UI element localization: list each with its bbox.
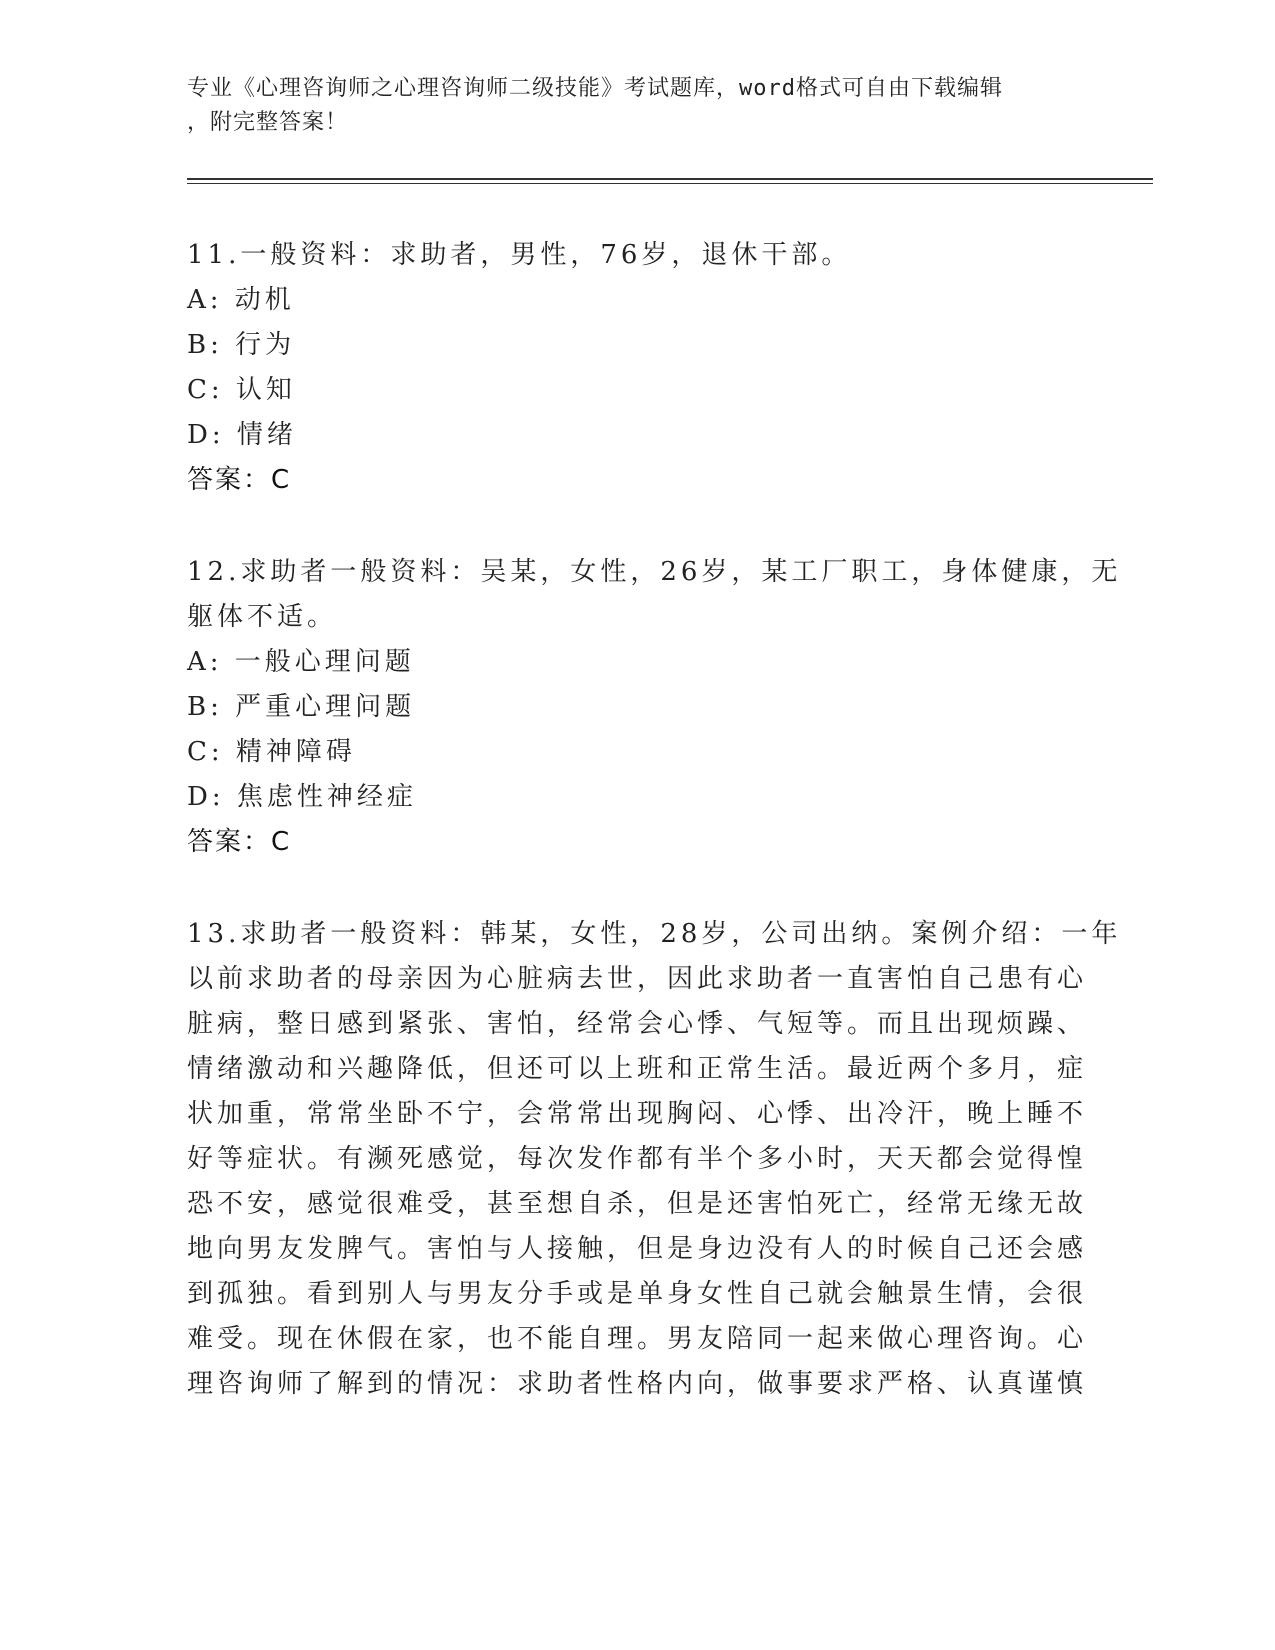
answer-label: 答案：C: [187, 827, 292, 857]
option-d: D: 情绪: [187, 420, 297, 450]
header-line-2: ，附完整答案！: [187, 110, 349, 135]
question-12: [187, 550, 1122, 865]
question-stem-line: 情绪激动和兴趣降低，但还可以上班和正常生活。最近两个多月，症: [187, 1054, 1088, 1084]
option-a: A: 动机: [187, 285, 295, 315]
header-line-1: 专业《心理咨询师之心理咨询师二级技能》考试题库，word格式可自由下载编辑: [187, 76, 1003, 101]
question-stem-line: 11.一般资料：求助者，男性，76岁，退休干部。: [187, 240, 852, 270]
question-stem-line: 恐不安，感觉很难受，甚至想自杀，但是还害怕死亡，经常无缘无故: [187, 1189, 1088, 1219]
option-a: A: 一般心理问题: [187, 647, 415, 677]
option-c: C: 认知: [187, 375, 296, 405]
question-stem-line: 13.求助者一般资料：韩某，女性，28岁，公司出纳。案例介绍：一年: [187, 919, 1122, 949]
header-divider-thin: [187, 183, 1153, 184]
question-stem-line: 地向男友发脾气。害怕与人接触，但是身边没有人的时候自己还会感: [187, 1234, 1088, 1264]
option-b: B: 严重心理问题: [187, 692, 416, 722]
question-stem-line: 理咨询师了解到的情况：求助者性格内向，做事要求严格、认真谨慎: [187, 1369, 1088, 1399]
option-c: C: 精神障碍: [187, 737, 356, 767]
option-d: D: 焦虑性神经症: [187, 782, 417, 812]
question-13: [187, 912, 1122, 1407]
question-stem-line: 躯体不适。: [187, 602, 338, 632]
question-stem-line: 好等症状。有濒死感觉，每次发作都有半个多小时，天天都会觉得惶: [187, 1144, 1088, 1174]
question-stem-line: 脏病，整日感到紧张、害怕，经常会心悸、气短等。而且出现烦躁、: [187, 1009, 1088, 1039]
document-header: [187, 72, 1067, 140]
header-divider-thick: [187, 178, 1153, 180]
option-b: B: 行为: [187, 330, 296, 360]
question-stem-line: 难受。现在休假在家，也不能自理。男友陪同一起来做心理咨询。心: [187, 1324, 1088, 1354]
question-stem-line: 到孤独。看到别人与男友分手或是单身女性自己就会触景生情，会很: [187, 1279, 1088, 1309]
question-stem-line: 状加重，常常坐卧不宁，会常常出现胸闷、心悸、出冷汗，晚上睡不: [187, 1099, 1088, 1129]
question-11: [187, 233, 1087, 503]
question-stem-line: 以前求助者的母亲因为心脏病去世，因此求助者一直害怕自己患有心: [187, 964, 1088, 994]
question-stem-line: 12.求助者一般资料：吴某，女性，26岁，某工厂职工，身体健康，无: [187, 557, 1122, 587]
answer-label: 答案：C: [187, 465, 292, 495]
